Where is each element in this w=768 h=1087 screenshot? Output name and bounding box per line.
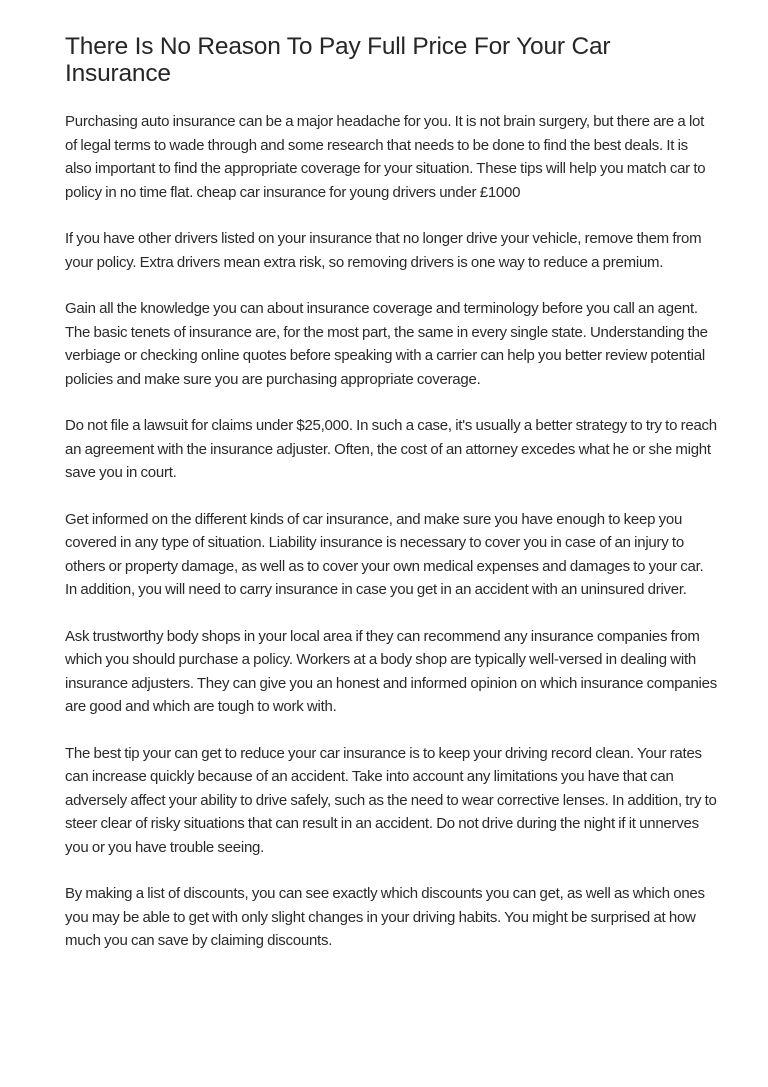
paragraph-remove-drivers: If you have other drivers listed on your insurance that no longer drive your vehicle, remove them from your policy. Extra drivers mean extra risk, so removing drivers is one way to reduce a premium. bbox=[65, 230, 702, 271]
paragraph-body-shops: Ask trustworthy body shops in your local area if they can recommend any insurance companies from which you should purchase a policy. Workers at a body shop are typically well-versed in dealing with insurance adjusters. They can give you an honest and informed opinion on which insurance companies are good and which are tough to work with. bbox=[65, 627, 717, 715]
paragraph-gain-knowledge: Gain all the knowledge you can about insurance coverage and terminology before you call an agent. The basic tenets of insurance are, for the most part, the same in every single state. Understanding the verbiage or checking online quotes before speaking with a carrier can help you better review potential policies and make sure you are purchasing appropriate coverage. bbox=[65, 300, 708, 388]
paragraph-kinds-of-insurance: Get informed on the different kinds of car insurance, and make sure you have enough to keep you covered in any type of situation. Liability insurance is necessary to cover you in case of an injury to others or property damage, as well as to cover your own medical expenses and damages to your car. In addition, you will need to carry insurance in case you get in an accident with an uninsured driver. bbox=[65, 510, 704, 598]
page-title: There Is No Reason To Pay Full Price For Your Car Insurance bbox=[65, 33, 611, 87]
paragraph-lawsuit: Do not file a lawsuit for claims under $25,000. In such a case, it's usually a better strategy to try to reach an agreement with the insurance adjuster. Often, the cost of an attorney excedes what he or she might save you in court. bbox=[65, 417, 717, 481]
paragraph-intro: Purchasing auto insurance can be a major headache for you. It is not brain surgery, but there are a lot of legal terms to wade through and some research that needs to be done to find the best deals. It is also important to find the appropriate coverage for your situation. These tips will help you match car to policy in no time flat. cheap car insurance for young drivers under £1000 bbox=[65, 113, 706, 201]
paragraph-driving-record: The best tip your can get to reduce your car insurance is to keep your driving record clean. Your rates can increase quickly because of an accident. Take into account any limitations you have that can adversely affect your ability to drive safely, such as the need to wear corrective lenses. In addition, try to steer clear of risky situations that can result in an accident. Do not drive during the night if it unnerves you or you have trouble seeing. bbox=[65, 744, 717, 856]
paragraph-discounts: By making a list of discounts, you can see exactly which discounts you can get, as well as which ones you may be able to get with only slight changes in your driving habits. You might be surprised at how much you can save by claiming discounts. bbox=[65, 885, 705, 949]
